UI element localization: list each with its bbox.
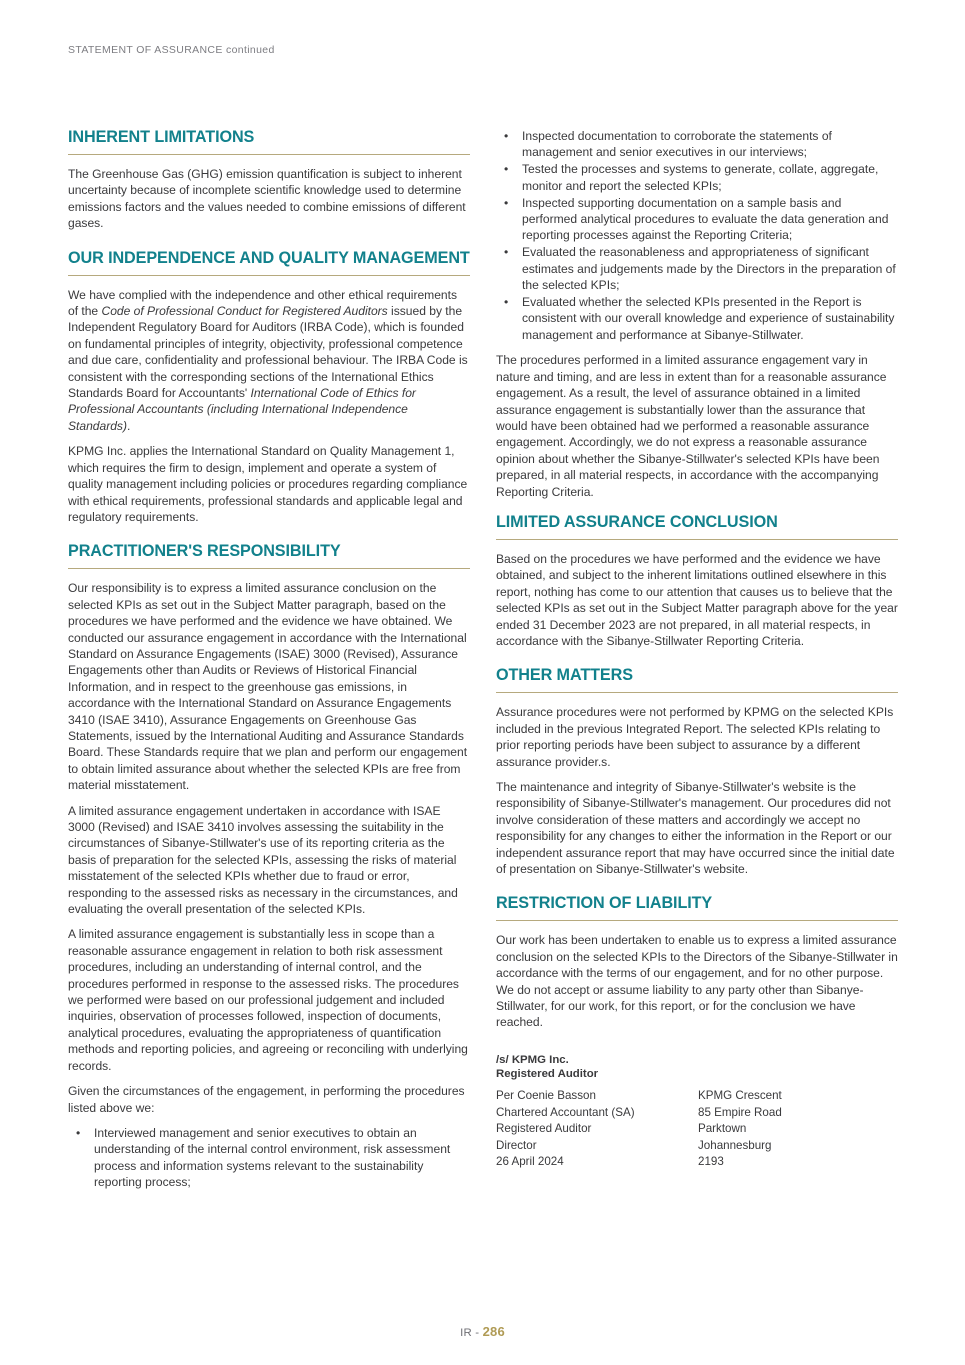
bullet-dot-icon: • bbox=[504, 162, 509, 177]
signature-role: Registered Auditor bbox=[496, 1068, 599, 1081]
two-column-body bbox=[68, 128, 898, 1208]
page-footer bbox=[0, 1324, 965, 1339]
heading-rule bbox=[68, 154, 470, 155]
running-header: STATEMENT OF ASSURANCE continued bbox=[68, 44, 275, 56]
list-item bbox=[496, 128, 898, 161]
section-practitioners-responsibility bbox=[68, 542, 470, 1190]
paragraph: A limited assurance engagement is substantially less in scope than a reasonable assurance engagement in relation to both risk assessment procedures, including an understanding of internal control, and the procedures performed in response to the assessed risks. The procedures we performed were based on our professional judgement and included inquiries, observation of processes followed, inspection of documents, analytical procedures, evaluating the appropriateness of quantification methods and reporting policies, and agreeing or reconciling with underlying records. bbox=[68, 927, 468, 1073]
list-item bbox=[496, 294, 898, 343]
list-item-text: Tested the processes and systems to generate, collate, aggregate, monitor and report the selected KPIs; bbox=[522, 162, 879, 193]
signature-firm: /s/ KPMG Inc. bbox=[496, 1053, 569, 1066]
heading-rule bbox=[496, 920, 898, 921]
list-item-text: Evaluated the reasonableness and appropriateness of significant estimates and judgements made by the Directors in the preparation of the selected KPIs; bbox=[522, 245, 896, 293]
footer-prefix: IR - bbox=[460, 1327, 480, 1339]
heading-other-matters: OTHER MATTERS bbox=[496, 666, 633, 685]
signatory-line: Per Coenie Basson bbox=[496, 1089, 596, 1103]
procedure-bullet-list bbox=[68, 1125, 470, 1191]
left-column bbox=[68, 128, 470, 1208]
italic-international-code-of-ethics: International Code of Ethics for Professional Accountants (including International Independence Standards) bbox=[68, 386, 416, 433]
paragraph: The Greenhouse Gas (GHG) emission quantification is subject to inherent uncertainty because of incomplete scientific knowledge used to determine emissions factors and the values needed to combine emissions of different gases. bbox=[68, 167, 466, 231]
paragraph: Given the circumstances of the engagement, in performing the procedures listed above we: bbox=[68, 1084, 465, 1115]
paragraph-independence bbox=[68, 287, 470, 435]
bullet-dot-icon: • bbox=[504, 129, 509, 143]
address-line: 85 Empire Road bbox=[698, 1105, 782, 1119]
bullet-dot-icon: • bbox=[504, 245, 509, 260]
signature-block bbox=[496, 1053, 898, 1171]
heading-practitioners-responsibility: PRACTITIONER'S RESPONSIBILITY bbox=[68, 542, 341, 561]
section-independence-quality-management bbox=[68, 249, 470, 526]
right-column bbox=[496, 128, 898, 1208]
signatory-date: 26 April 2024 bbox=[496, 1155, 564, 1169]
heading-restriction-of-liability: RESTRICTION OF LIABILITY bbox=[496, 894, 713, 913]
section-other-matters bbox=[496, 666, 898, 877]
heading-limited-assurance-conclusion: LIMITED ASSURANCE CONCLUSION bbox=[496, 512, 778, 531]
address-line: Parktown bbox=[698, 1122, 747, 1136]
paragraph: A limited assurance engagement undertaken in accordance with ISAE 3000 (Revised) and ISAE 3410 involves assessing the suitability in the circumstances of Sibanye-Stillwater's use of its reporting criteria as the basis of preparation for the selected KPIs, assessing the risks of material misstatement of the selected KPIs whether due to fraud or error, responding to the assessed risks as necessary in the circumstances, and evaluating the overall presentation of the selected KPIs. bbox=[68, 803, 458, 917]
list-item-text: Interviewed management and senior executives to obtain an understanding of the internal control environment, risk assessment process and information systems relevant to the sustainability reporting process; bbox=[94, 1125, 451, 1190]
address-line: KPMG Crescent bbox=[698, 1089, 782, 1103]
list-item-text: Inspected supporting documentation on a sample basis and performed analytical procedures to evaluate the data generation and reporting processes against the Reporting Criteria; bbox=[522, 195, 889, 243]
section-limited-assurance-conclusion bbox=[496, 513, 898, 649]
list-item-text: Evaluated whether the selected KPIs presented in the Report is consistent with our overall knowledge and experience of sustainability management and performance at Sibanye-Stillwater. bbox=[522, 295, 895, 342]
list-item bbox=[496, 195, 898, 244]
paragraph: Our responsibility is to express a limited assurance conclusion on the selected KPIs as set out in the Subject Matter paragraph, based on the procedures we have performed and the evidence we have obtained. We conducted our assurance engagement in accordance with the International Standard on Assurance Engagements (ISAE) 3000 (Revised), Assurance Engagements other than Audits or Reviews of Historical Financial Information, and in respect to the greenhouse gas emissions, in accordance with the International Standard on Assurance Engagements 3410 (ISAE 3410), Assurance Engagements on Greenhouse Gas Statements, issued by the International Auditing and Assurance Standards Board. These Standards require that we plan and perform our engagement to obtain limited assurance about whether the selected KPIs are free from material misstatement. bbox=[68, 581, 468, 793]
section-procedures-note bbox=[496, 352, 898, 500]
list-item bbox=[496, 244, 898, 293]
paragraph-kpmg-quality: KPMG Inc. applies the International Standard on Quality Management 1, which requires the firm to design, implement and operate a system of quality management including policies or procedures regarding compliance with ethical requirements, professional standards and applicable legal and regulatory requirements. bbox=[68, 444, 468, 524]
paragraph: The procedures performed in a limited assurance engagement vary in nature and timing, and are less in extent than for a reasonable assurance engagement. As a result, the level of assurance obtained in a limited assurance engagement is substantially lower than the assurance that would have been obtained had we performed a reasonable assurance engagement. Accordingly, we do not express a reasonable assurance opinion about whether the Sibanye-Stillwater's selected KPIs have been prepared, in all material respects, in accordance with the accompanying Reporting Criteria. bbox=[496, 353, 887, 499]
procedure-bullet-list-continued bbox=[496, 128, 898, 343]
italic-code-of-conduct: Code of Professional Conduct for Registered Auditors bbox=[101, 304, 388, 319]
text-part: We have complied with the independence and other ethical requirements of the bbox=[68, 287, 457, 319]
signatory-line: Director bbox=[496, 1138, 537, 1152]
paragraph: Our work has been undertaken to enable us to express a limited assurance conclusion on the selected KPIs to the Directors of the Sibanye-Stillwater in accordance with the terms of our engagement, and for no other purpose. We do not accept or assume liability to any party other than Sibanye-Stillwater, for our work, for this report, or for the conclusion we have reached. bbox=[496, 933, 898, 1030]
list-item-text: Inspected documentation to corroborate the statements of management and senior executives in our interviews; bbox=[522, 129, 832, 160]
bullet-dot-icon: • bbox=[76, 1125, 81, 1140]
paragraph: The maintenance and integrity of Sibanye-Stillwater's website is the responsibility of Sibanye-Stillwater's management. Our procedures did not involve consideration of these matters and accordingly we accept no responsibility for any changes to either the information in the Report or our independent assurance report that may have occurred since the initial date of presentation on Sibanye-Stillwater's website. bbox=[496, 780, 895, 877]
address-line: Johannesburg bbox=[698, 1138, 772, 1152]
heading-rule bbox=[68, 568, 470, 569]
text-part: issued by the Independent Regulatory Board for Auditors (IRBA Code), which is founded on fundamental principles of integrity, objectivity, professional competence and due care, confidentiality and professional behaviour. The IRBA Code is consistent with the corresponding sections of the International Ethics Standards Board for Accountants' bbox=[68, 304, 468, 401]
heading-rule bbox=[496, 539, 898, 540]
signature-details-table bbox=[496, 1088, 898, 1171]
heading-independence-quality-management: OUR INDEPENDENCE AND QUALITY MANAGEMENT bbox=[68, 248, 470, 267]
paragraph: Assurance procedures were not performed by KPMG on the selected KPIs included in the previous Integrated Report. The selected KPIs relating to prior reporting periods have been subject to assurance by a different assurance provider.s. bbox=[496, 705, 894, 769]
address-postal-code: 2193 bbox=[698, 1155, 724, 1169]
signatory-line: Registered Auditor bbox=[496, 1122, 592, 1136]
section-restriction-of-liability bbox=[496, 894, 898, 1030]
section-inherent-limitations bbox=[68, 128, 470, 232]
signatory-line: Chartered Accountant (SA) bbox=[496, 1105, 635, 1119]
heading-inherent-limitations: INHERENT LIMITATIONS bbox=[68, 128, 255, 146]
text-part: . bbox=[126, 418, 131, 433]
paragraph: Based on the procedures we have performed and the evidence we have obtained, and subject to the inherent limitations outlined elsewhere in this report, nothing has come to our attention that causes us to believe that the selected KPIs as set out in the Subject Matter paragraph above for the year ended 31 December 2023 are not prepared, in all material respects, in accordance with the Sibanye-Stillwater Reporting Criteria. bbox=[496, 551, 898, 648]
bullet-dot-icon: • bbox=[504, 295, 509, 310]
list-item bbox=[68, 1125, 470, 1191]
heading-rule bbox=[496, 692, 898, 693]
list-item bbox=[496, 161, 898, 194]
heading-rule bbox=[68, 275, 470, 276]
bullet-dot-icon: • bbox=[504, 195, 509, 210]
footer-page-number: 286 bbox=[482, 1324, 505, 1339]
